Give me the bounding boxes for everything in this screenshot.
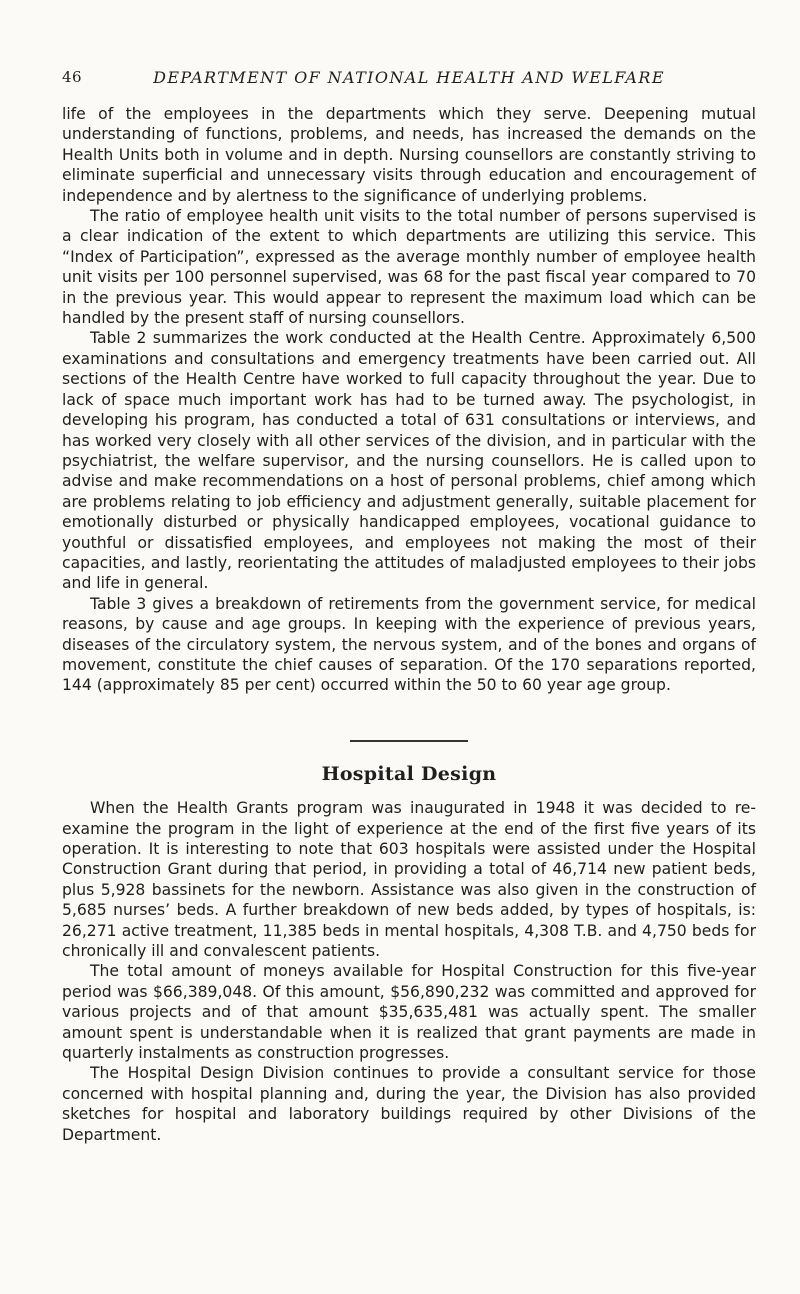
section-divider xyxy=(350,740,468,742)
paragraph: Table 2 summarizes the work conducted at the Health Centre. Approximately 6,500 examinations and consultations and emergency treatments have been carried out. All sections of the Health Centre have worked to full capacity throughout the year. Due to lack of space much important work has had to be turned away. The psychologist, in developing his program, has conducted a total of 631 consultations or interviews, and has worked very closely with all other services of the division, and in particular with the psychiatrist, the welfare supervisor, and the nursing counsellors. He is called upon to advise and make recommendations on a host of personal problems, chief among which are problems relating to job efficiency and adjustment generally, suitable placement for emotionally disturbed or physically handicapped employees, vocational guidance to youthful or dissatisfied employees, and employees not making the most of their capacities, and lastly, reorientating the attitudes of maladjusted employees to their jobs and life in general. xyxy=(62,329,756,593)
paragraph: life of the employees in the departments which they serve. Deepening mutual understanding of functions, problems, and needs, has increased the demands on the Health Units both in volume and in depth. Nursing counsellors are constantly striving to eliminate superficial and unnecessary visits through education and encouragement of independence and by alertness to the significance of underlying problems. xyxy=(62,105,756,205)
body-text xyxy=(62,104,756,1145)
paragraph: The ratio of employee health unit visits to the total number of persons supervised is a clear indication of the extent to which departments are utilizing this service. This “Index of Participation”, expressed as the average monthly number of employee health unit visits per 100 personnel supervised, was 68 for the past fiscal year compared to 70 in the previous year. This would appear to represent the maximum load which can be handled by the present staff of nursing counsellors. xyxy=(62,207,756,328)
running-title: DEPARTMENT OF NATIONAL HEALTH AND WELFARE xyxy=(153,68,665,87)
section-heading: Hospital Design xyxy=(321,762,497,785)
paragraph: The Hospital Design Division continues to provide a consultant service for those concerned with hospital planning and, during the year, the Division has also provided sketches for hospital and laboratory buildings required by other Divisions of the Department. xyxy=(62,1064,756,1144)
page-header xyxy=(62,68,756,94)
paragraph: When the Health Grants program was inaugurated in 1948 it was decided to re-examine the program in the light of experience at the end of the first five years of its operation. It is interesting to note that 603 hospitals were assisted under the Hospital Construction Grant during that period, in providing a total of 46,714 new patient beds, plus 5,928 bassinets for the newborn. Assistance was also given in the construction of 5,685 nurses’ beds. A further breakdown of new beds added, by types of hospitals, is: 26,271 active treatment, 11,385 beds in mental hospitals, 4,308 T.B. and 4,750 beds for chronically ill and convalescent patients. xyxy=(62,799,756,961)
page-number: 46 xyxy=(62,68,83,86)
paragraph: The total amount of moneys available for Hospital Construction for this five-year period was $66,389,048. Of this amount, $56,890,232 was committed and approved for various projects and of that amount $35,635,481 was actually spent. The smaller amount spent is understandable when it is realized that grant payments are made in quarterly instalments as construction progresses. xyxy=(62,962,756,1063)
paragraph: Table 3 gives a breakdown of retirements from the government service, for medical reasons, by cause and age groups. In keeping with the experience of previous years, diseases of the circulatory system, the nervous system, and of the bones and organs of movement, constitute the chief causes of separation. Of the 170 separations reported, 144 (approximately 85 per cent) occurred within the 50 to 60 year age group. xyxy=(62,594,756,695)
